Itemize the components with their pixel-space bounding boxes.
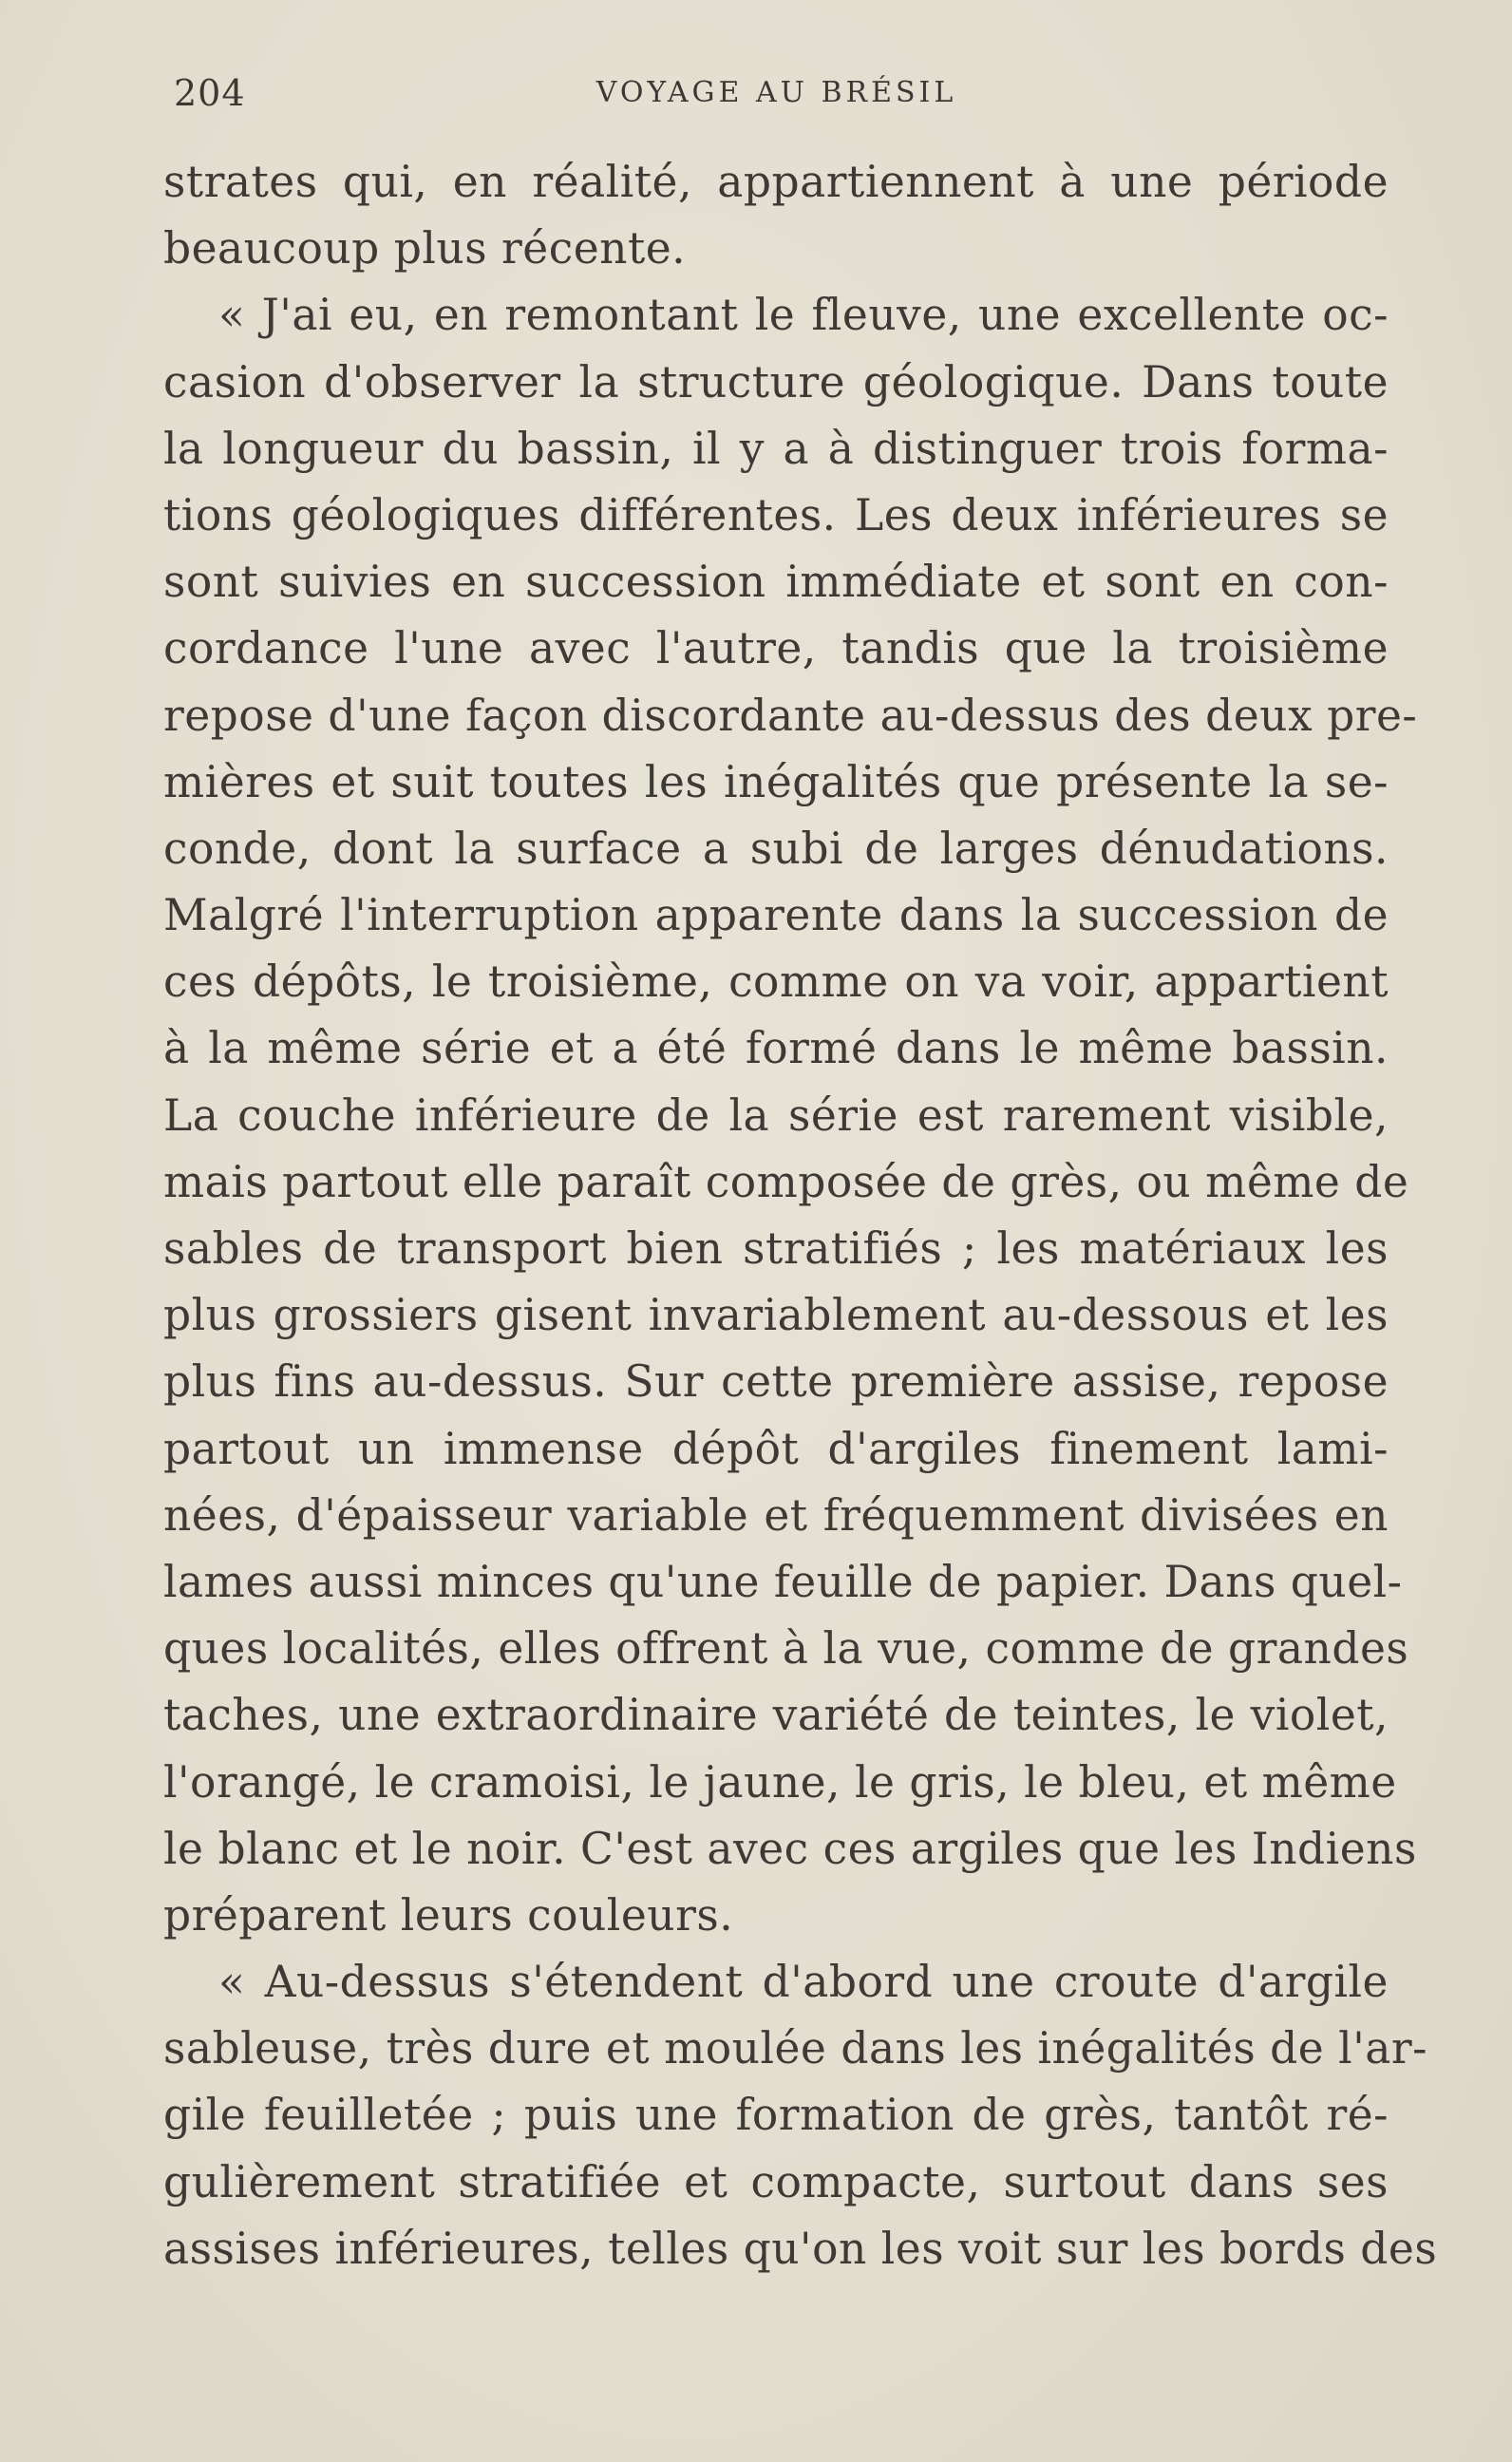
text-line: ces dépôts, le troisième, comme on va voir, appartient <box>163 956 1389 1008</box>
text-line: taches, une extraordinaire variété de teintes, le violet, <box>163 1690 1389 1741</box>
text-line: gulièrement stratifiée et compacte, surtout dans ses <box>163 2156 1389 2207</box>
text-line: nées, d'épaisseur variable et fréquemment divisées en <box>163 1489 1389 1541</box>
text-line: plus fins au-dessus. Sur cette première assise, repose <box>163 1356 1389 1408</box>
page-number: 204 <box>174 72 246 114</box>
text-line: cordance l'une avec l'autre, tandis que la troisième <box>163 623 1389 674</box>
text-line: partout un immense dépôt d'argiles finement lami- <box>163 1423 1389 1474</box>
text-line: La couche inférieure de la série est rarement visible, <box>163 1089 1389 1141</box>
text-line: préparent leurs couleurs. <box>163 1889 734 1941</box>
text-line: « J'ai eu, en remontant le fleuve, une excellente oc- <box>218 290 1389 341</box>
text-line: lames aussi minces qu'une feuille de papier. Dans quel- <box>163 1556 1403 1607</box>
text-line: à la même série et a été formé dans le même bassin. <box>163 1023 1389 1074</box>
text-line: le blanc et le noir. C'est avec ces argiles que les Indiens <box>163 1823 1417 1874</box>
text-line: sables de transport bien stratifiés ; les matériaux les <box>163 1223 1389 1274</box>
text-line: « Au-dessus s'étendent d'abord une croute d'argile <box>218 1957 1389 2008</box>
text-line: gile feuilletée ; puis une formation de grès, tantôt ré- <box>163 2090 1389 2141</box>
text-line: l'orangé, le cramoisi, le jaune, le gris, le bleu, et même <box>163 1756 1397 1808</box>
text-line: sont suivies en succession immédiate et sont en con- <box>163 557 1389 608</box>
body-text <box>163 149 1438 2282</box>
text-line: Malgré l'interruption apparente dans la succession de <box>163 890 1389 941</box>
text-line: strates qui, en réalité, appartiennent à une période <box>163 157 1389 207</box>
text-line: mais partout elle paraît composée de grès, ou même de <box>163 1156 1409 1207</box>
text-line: plus grossiers gisent invariablement au-dessous et les <box>163 1290 1389 1341</box>
text-line: tions géologiques différentes. Les deux inférieures se <box>163 489 1389 540</box>
text-line: sableuse, très dure et moulée dans les inégalités de l'ar- <box>163 2023 1427 2074</box>
text-line: conde, dont la surface a subi de larges dénudations. <box>163 823 1389 874</box>
page-header <box>166 68 1387 125</box>
text-line: assises inférieures, telles qu'on les voit sur les bords des <box>163 2223 1438 2274</box>
text-line: casion d'observer la structure géologique. Dans toute <box>163 356 1389 407</box>
text-line: repose d'une façon discordante au-dessus des deux pre- <box>163 690 1418 741</box>
text-line: mières et suit toutes les inégalités que présente la se- <box>163 756 1389 807</box>
text-line: ques localités, elles offrent à la vue, comme de grandes <box>163 1623 1409 1675</box>
text-line: la longueur du bassin, il y a à distinguer trois forma- <box>163 423 1389 474</box>
text-line: beaucoup plus récente. <box>163 223 687 275</box>
running-title: VOYAGE AU BRÉSIL <box>595 76 957 109</box>
